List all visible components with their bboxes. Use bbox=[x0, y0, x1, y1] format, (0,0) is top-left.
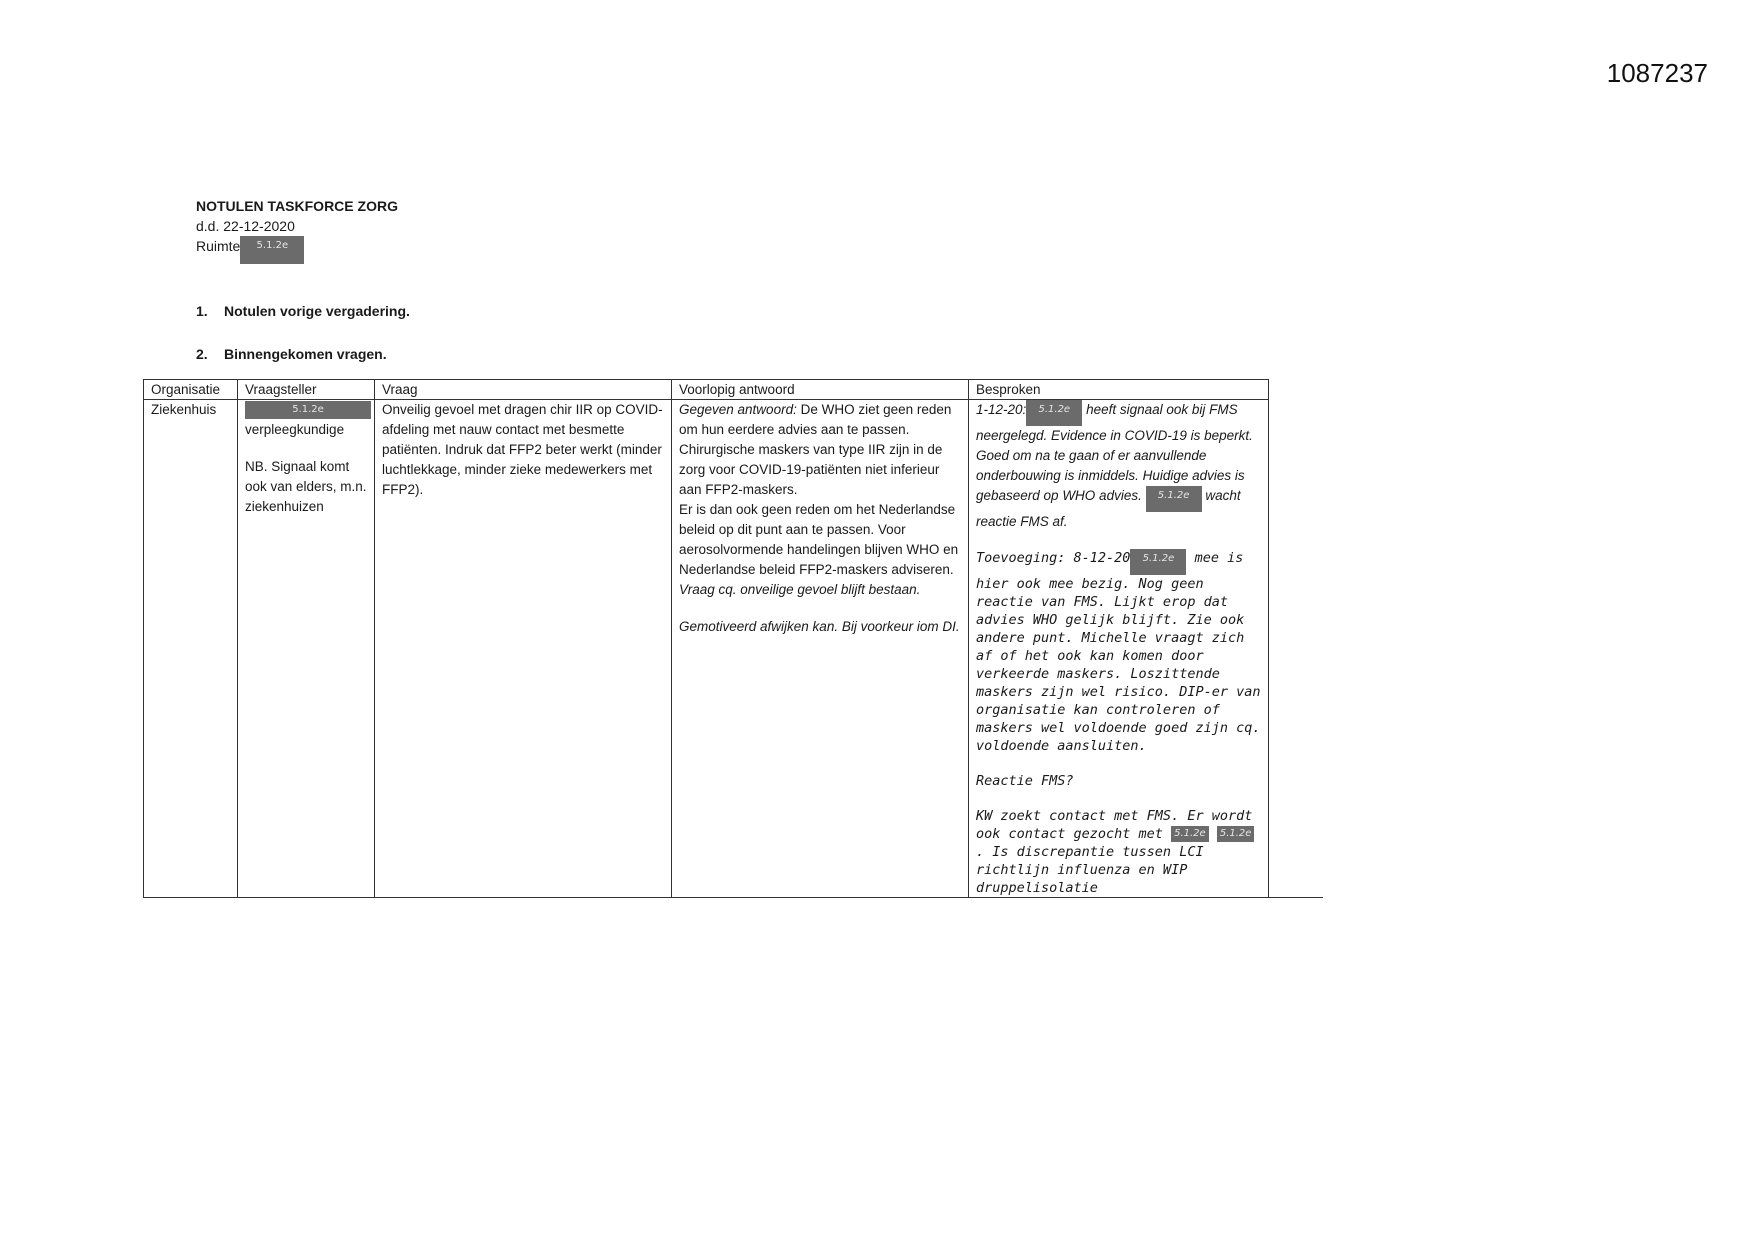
cell-organisatie: Ziekenhuis bbox=[144, 400, 238, 898]
agenda-number: 1. bbox=[196, 303, 208, 319]
agenda-label: Notulen vorige vergadering. bbox=[224, 303, 410, 319]
redaction-box: 5.1.2e bbox=[1217, 826, 1255, 842]
redaction-box: 5.1.2e bbox=[245, 401, 371, 419]
vraagsteller-note: NB. Signaal komt ook van elders, m.n. ziekenhuizen bbox=[245, 459, 367, 514]
meeting-room bbox=[196, 236, 398, 264]
questions-table-wrapper bbox=[143, 379, 1268, 898]
meeting-date: d.d. 22-12-2020 bbox=[196, 218, 295, 234]
room-label: Ruimte bbox=[196, 238, 241, 254]
besproken-para-1: 1-12-20: 5.1.2e heeft signaal ook bij FMS neergelegd. Evidence in COVID-19 is beperkt. Goed om na te gaan of er aanvullende onderbouwing is inmiddels. Huidige advies is gebaseerd op WHO advies. 5.1.2e wacht reactie FMS af. bbox=[976, 402, 1253, 529]
col-header-antwoord: Voorlopig antwoord bbox=[672, 380, 969, 400]
given-answer-label: Gegeven antwoord: bbox=[679, 402, 797, 417]
table-row bbox=[144, 400, 1269, 898]
given-answer bbox=[679, 400, 961, 500]
redaction-box: 5.1.2e bbox=[1171, 826, 1209, 842]
col-header-vraag: Vraag bbox=[375, 380, 672, 400]
cell-vraag: Onveilig gevoel met dragen chir IIR op COVID-afdeling met nauw contact met besmette patiënten. Indruk dat FFP2 beter werkt (minder luchtlekkage, minder zieke medewerkers met FFP2). bbox=[375, 400, 672, 898]
col-header-vraagsteller: Vraagsteller bbox=[238, 380, 375, 400]
document-title: NOTULEN TASKFORCE ZORG bbox=[196, 198, 398, 214]
agenda-item-2 bbox=[196, 346, 387, 362]
agenda-label: Binnengekomen vragen. bbox=[224, 346, 387, 362]
redaction-box: 5.1.2e bbox=[1130, 549, 1186, 575]
besproken-para-4: KW zoekt contact met FMS. Er wordt ook contact gezocht met 5.1.2e 5.1.2e. Is discrepantie tussen LCI richtlijn influenza en WIP druppelisolatie bbox=[976, 807, 1261, 897]
table-border-extension bbox=[1268, 897, 1323, 898]
col-header-organisatie: Organisatie bbox=[144, 380, 238, 400]
redaction-box: 5.1.2e bbox=[240, 236, 304, 264]
document-number: 1087237 bbox=[1606, 58, 1708, 88]
vraagsteller-role: verpleegkundige bbox=[245, 422, 345, 437]
agenda-number: 2. bbox=[196, 346, 208, 362]
cell-antwoord bbox=[672, 400, 969, 898]
besproken-para-3: Reactie FMS? bbox=[976, 773, 1074, 789]
questions-table bbox=[143, 379, 1269, 898]
besproken-para-2: Toevoeging: 8-12-20 5.1.2e mee is hier ook mee bezig. Nog geen reactie van FMS. Lijkt erop dat advies WHO gelijk blijft. Zie ook andere punt. Michelle vraagt zich af of het ook kan komen door verkeerde maskers. Loszittende maskers zijn wel risico. DIP-er van organisatie kan controleren of maskers wel voldoende goed zijn cq. voldoende aansluiten. bbox=[976, 550, 1261, 754]
col-header-besproken: Besproken bbox=[969, 380, 1269, 400]
redaction-box: 5.1.2e bbox=[1146, 486, 1202, 512]
answer-para-3: Gemotiveerd afwijken kan. Bij voorkeur iom DI. bbox=[679, 619, 960, 634]
cell-besproken bbox=[969, 400, 1269, 898]
redaction-box: 5.1.2e bbox=[1026, 400, 1082, 426]
cell-vraagsteller bbox=[238, 400, 375, 898]
answer-para-2: Er is dan ook geen reden om het Nederlandse beleid op dit punt aan te passen. Voor aerosolvormende handelingen blijven WHO en Nederlandse beleid FFP2-maskers adviseren. Vraag cq. onveilige gevoel blijft bestaan. bbox=[679, 502, 959, 597]
table-header-row bbox=[144, 380, 1269, 400]
agenda-item-1 bbox=[196, 303, 410, 319]
minutes-header bbox=[196, 196, 398, 264]
given-answer-text: De WHO ziet geen reden om hun eerdere advies aan te passen. Chirurgische maskers van type IIR zijn in de zorg voor COVID-19-patiënten niet inferieur aan FFP2-maskers. bbox=[679, 402, 952, 497]
